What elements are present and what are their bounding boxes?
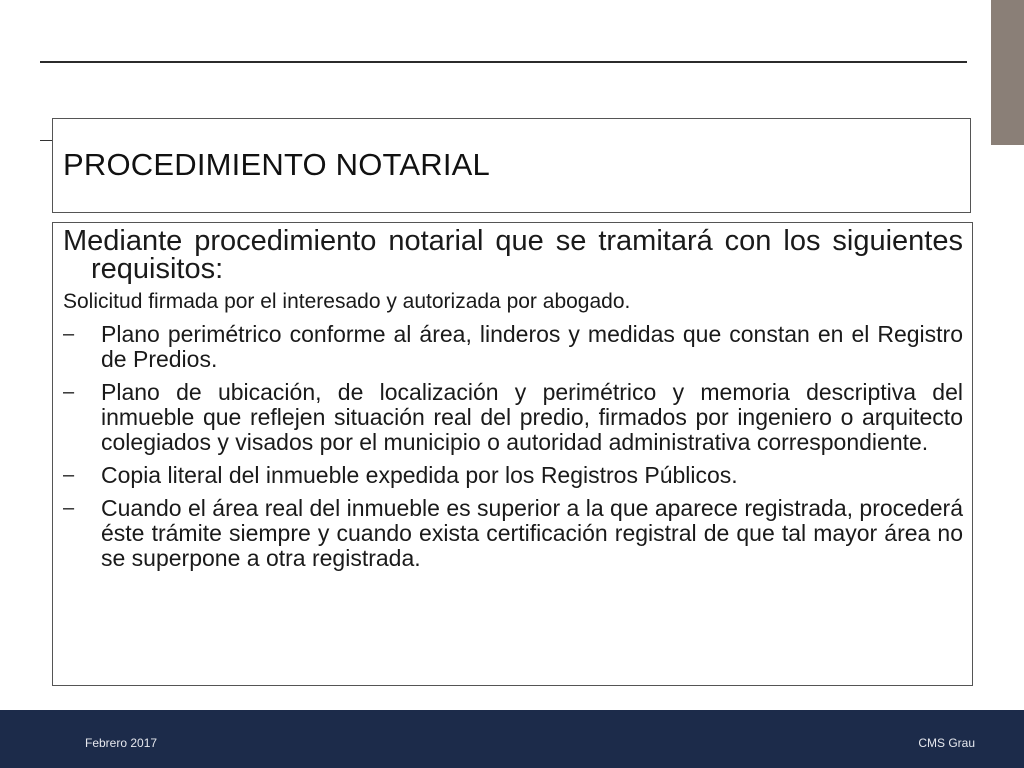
lead-requirement: Solicitud firmada por el interesado y autorizada por abogado. (63, 290, 631, 313)
footer-bar (0, 710, 1024, 768)
list-item (63, 322, 963, 372)
corner-accent-bar (991, 0, 1024, 145)
list-item-text: Plano perimétrico conforme al área, linderos y medidas que constan en el Registro de Predios. (101, 321, 963, 372)
dash-bullet-icon: – (63, 464, 75, 486)
list-item-text: Cuando el área real del inmueble es superior a la que aparece registrada, procederá éste trámite siempre y cuando exista certificación registral de que tal mayor área no se superpone a otra registrada. (101, 495, 963, 571)
list-item (63, 496, 963, 571)
list-item (63, 380, 963, 455)
footer-date: Febrero 2017 (85, 736, 158, 750)
top-divider-line (40, 61, 967, 63)
intro-text: Mediante procedimiento notarial que se tramitará con los siguientes requisitos: (63, 225, 963, 285)
dash-bullet-icon: – (63, 323, 75, 345)
dash-bullet-icon: – (63, 381, 75, 403)
list-item (63, 463, 963, 488)
dash-bullet-icon: – (63, 497, 75, 519)
list-item-text: Copia literal del inmueble expedida por los Registros Públicos. (101, 462, 738, 488)
list-item-text: Plano de ubicación, de localización y perimétrico y memoria descriptiva del inmueble que reflejen situación real del predio, firmados por ingeniero o arquitecto colegiados y visados por el municipio o autoridad administrativa correspondiente. (101, 379, 963, 455)
content-box (52, 222, 973, 686)
requirements-list (63, 322, 963, 571)
slide-title: PROCEDIMIENTO NOTARIAL (63, 147, 490, 182)
title-box (52, 118, 971, 213)
title-marker-dash (40, 140, 52, 141)
footer-author: CMS Grau (918, 736, 975, 750)
